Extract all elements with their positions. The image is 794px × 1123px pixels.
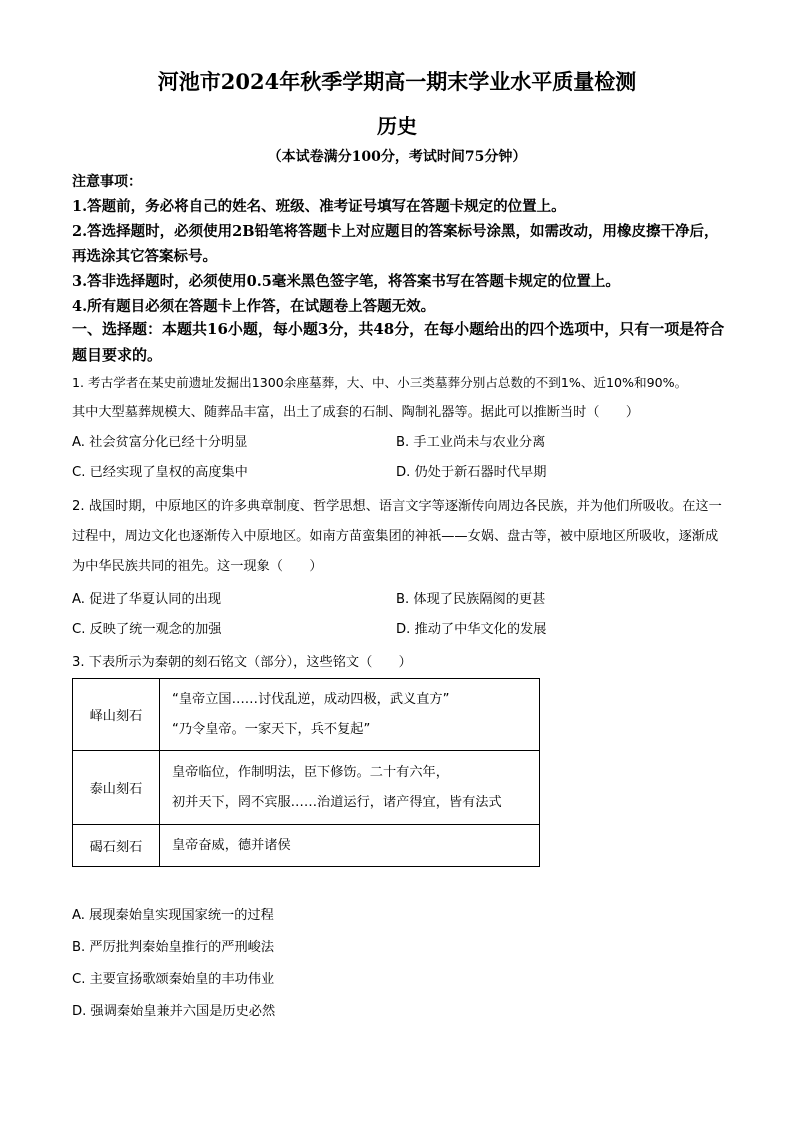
table-cell-name: 碣石刻石 bbox=[73, 825, 160, 867]
q2-option-c: C. 反映了统一观念的加强 bbox=[72, 622, 222, 637]
inscription-line: 皇帝奋威，德并诸侯 bbox=[172, 837, 291, 853]
q2-stem: 2. 战国时期，中原地区的许多典章制度、哲学思想、语言文字等逐渐传向周边各民族，并为他们所吸收。在这一过程中，周边文化也逐渐传入中原地区。如南方苗蛮集团的神祇——女娲、盘古等，被中原地区所吸收，逐渐成为中华民族共同的祖先。这一现象（ ） bbox=[72, 499, 722, 574]
q1-stem-line-1: 1. 考古学者在某史前遗址发掘出1300余座墓葬，大、中、小三类墓葬分别占总数的不到1%、近10%和90%。 bbox=[72, 375, 688, 390]
q1-options bbox=[72, 428, 732, 488]
note-item-1: 1.答题前，务必将自己的姓名、班级、准考证号填写在答题卡规定的位置上。 bbox=[72, 198, 566, 215]
q1-option-b: B. 手工业尚未与农业分离 bbox=[396, 435, 546, 450]
q3-option-b: B. 严厉批判秦始皇推行的严刑峻法 bbox=[72, 940, 275, 955]
note-item-3: 3.答非选择题时，必须使用0.5毫米黑色签字笔，将答案书写在答题卡规定的位置上。 bbox=[72, 273, 620, 290]
exam-title: 河池市2024年秋季学期高一期末学业水平质量检测 bbox=[157, 69, 637, 94]
q2-option-d: D. 推动了中华文化的发展 bbox=[396, 622, 547, 637]
table-cell-content bbox=[160, 825, 540, 867]
q3-options bbox=[72, 900, 732, 1028]
table-cell-name: 峄山刻石 bbox=[73, 679, 160, 751]
q1-option-a: A. 社会贫富分化已经十分明显 bbox=[72, 435, 248, 450]
note-item-2: 2.答选择题时，必须使用2B铅笔将答题卡上对应题目的答案标号涂黑，如需改动，用橡皮擦干净后，再选涂其它答案标号。 bbox=[72, 223, 719, 265]
section-heading: 一、选择题：本题共16小题，每小题3分，共48分，在每小题给出的四个选项中，只有一项是符合题目要求的。 bbox=[72, 320, 725, 364]
q3-stem: 3. 下表所示为秦朝的刻石铭文（部分），这些铭文（ ） bbox=[72, 655, 412, 670]
q3-option-c: C. 主要宣扬歌颂秦始皇的丰功伟业 bbox=[72, 972, 275, 987]
table-row bbox=[73, 825, 540, 867]
q2-option-a: A. 促进了华夏认同的出现 bbox=[72, 592, 222, 607]
q3-option-a: A. 展现秦始皇实现国家统一的过程 bbox=[72, 908, 274, 923]
notes-section bbox=[72, 172, 732, 319]
notes-heading: 注意事项： bbox=[72, 174, 142, 190]
table-cell-name: 泰山刻石 bbox=[73, 751, 160, 825]
inscription-line: “乃令皇帝。一家天下，兵不复起” bbox=[172, 721, 371, 737]
inscription-line: 皇帝临位，作制明法，臣下修饬。二十有六年， bbox=[172, 764, 449, 780]
inscription-line: 初并天下，罔不宾服……治道运行，诸产得宜，皆有法式 bbox=[172, 794, 502, 810]
q1-option-d: D. 仍处于新石器时代早期 bbox=[396, 465, 547, 480]
q1-stem-line-2: 其中大型墓葬规模大、随葬品丰富，出土了成套的石制、陶制礼器等。据此可以推断当时（ ） bbox=[72, 405, 640, 420]
q3-inscription-table bbox=[72, 678, 540, 867]
q2-options bbox=[72, 585, 732, 645]
subject-title: 历史 bbox=[377, 114, 417, 138]
table-cell-content bbox=[160, 751, 540, 825]
q1-option-c: C. 已经实现了皇权的高度集中 bbox=[72, 465, 248, 480]
table-row bbox=[73, 679, 540, 751]
exam-info: （本试卷满分100分，考试时间75分钟） bbox=[267, 149, 527, 165]
table-row bbox=[73, 751, 540, 825]
inscription-line: “皇帝立国……讨伐乱逆，成动四极，武义直方” bbox=[172, 691, 450, 707]
note-item-4: 4.所有题目必须在答题卡上作答，在试题卷上答题无效。 bbox=[72, 298, 436, 315]
q3-option-d: D. 强调秦始皇兼并六国是历史必然 bbox=[72, 1004, 276, 1019]
q2-option-b: B. 体现了民族隔阂的更甚 bbox=[396, 592, 546, 607]
table-cell-content bbox=[160, 679, 540, 751]
